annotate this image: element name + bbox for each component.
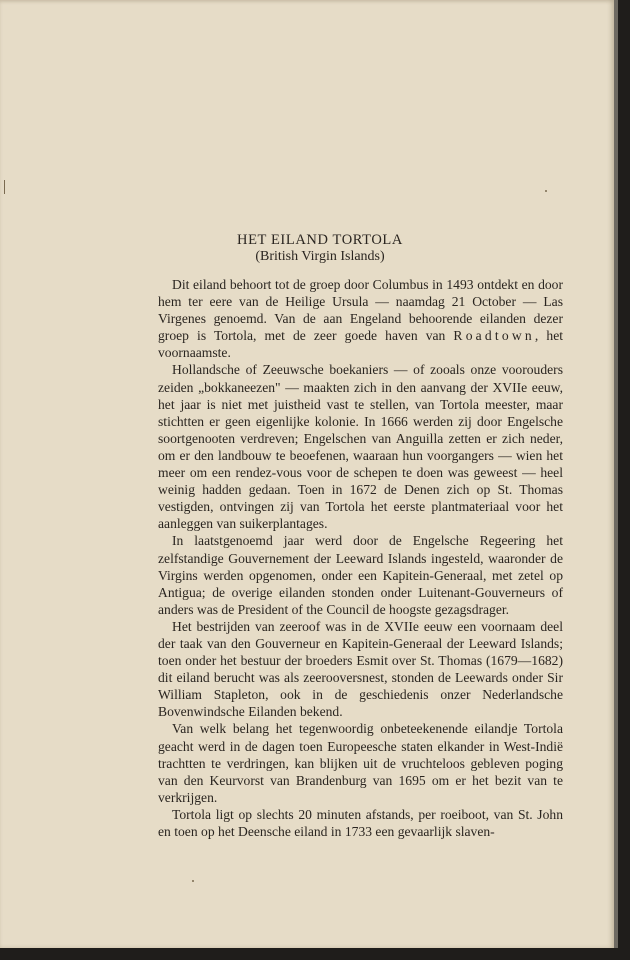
- paper-speck: [192, 880, 194, 882]
- page-subtitle: (British Virgin Islands): [255, 249, 385, 264]
- paper-speck: [4, 180, 5, 194]
- paragraph-1-end: , het voornaamste.: [158, 328, 564, 361]
- paragraph-2: Hollandsche of Zeeuwsche boekaniers — of zooals onze voorouders zeiden „bokkaneezen" — maakten zich in den aanvang der XVIIe eeuw, het jaar is niet met juistheid vast te stellen, van Tortola meester, maar stichtten er geen eigenlijke kolonie. In 1666 werden zij door Engelsche soortgenooten verdreven; Engelschen van Anguilla zetten er zich neder, om er den landbouw te beoefenen, waaraan hun voorgangers — wien het meer om een rendez-vous voor de schepen te doen was geweest — heel weinig hadden gedaan. Toen in 1672 de Denen zich op St. Thomas vestigden, ontvingen zij van Tortola het eerste plantmateriaal voor het aanleggen van suikerplantages.: [158, 362, 563, 532]
- paragraph-6: Tortola ligt op slechts 20 minuten afstands, per roeiboot, van St. John en toen op het Deensche eiland in 1733 een gevaarlijk slaven-: [158, 806, 563, 839]
- paper-speck: [545, 190, 547, 192]
- paragraph-4: Het bestrijden van zeeroof was in de XVIIe eeuw een voornaam deel der taak van den Gouverneur en Kapitein-Generaal der Leeward Islands; toen onder het bestuur der broeders Esmit over St. Thomas (1679—1682) dit eiland berucht was als zeerooversnest, stonden de Leewards onder Sir William Stapleton, ook in de geschiedenis onzer Nederlandsche Bovenwindsche Eilanden bekend.: [158, 618, 563, 720]
- place-name-roadtown: Roadtown: [453, 328, 535, 344]
- paragraph-5: Van welk belang het tegenwoordig onbeteekenende eilandje Tortola geacht werd in de dagen toen Europeesche staten elkander in West-Indië trachtten te verdringen, kan blijken uit de vruchteloos gebleven poging van den Keurvorst van Brandenburg van 1695 om er het bezit van te verkrijgen.: [158, 721, 563, 805]
- body-text: [158, 276, 563, 840]
- page-title: HET EILAND TORTOLA: [237, 232, 403, 248]
- page-edge: [614, 0, 618, 948]
- paragraph-1: [158, 276, 563, 361]
- paragraph-3: In laatstgenoemd jaar werd door de Engelsche Regeering het zelfstandige Gouvernement der Leeward Islands ingesteld, waaronder de Virgins werden opgenomen, onder een Kapitein-Generaal, met zetel op Antigua; de overige eilanden stonden onder Luitenant-Gouverneurs of anders was de President of the Council de hoogste gezagsdrager.: [158, 533, 563, 617]
- paragraph-1-text: Dit eiland behoort tot de groep door Columbus in 1493 ontdekt en door hem ter eere van de Heilige Ursula — naamdag 21 October — Las Virgenes genoemd. Van de aan Engeland behoorende eilanden dezer groep is Tortola, met de zeer goede haven van: [158, 277, 563, 344]
